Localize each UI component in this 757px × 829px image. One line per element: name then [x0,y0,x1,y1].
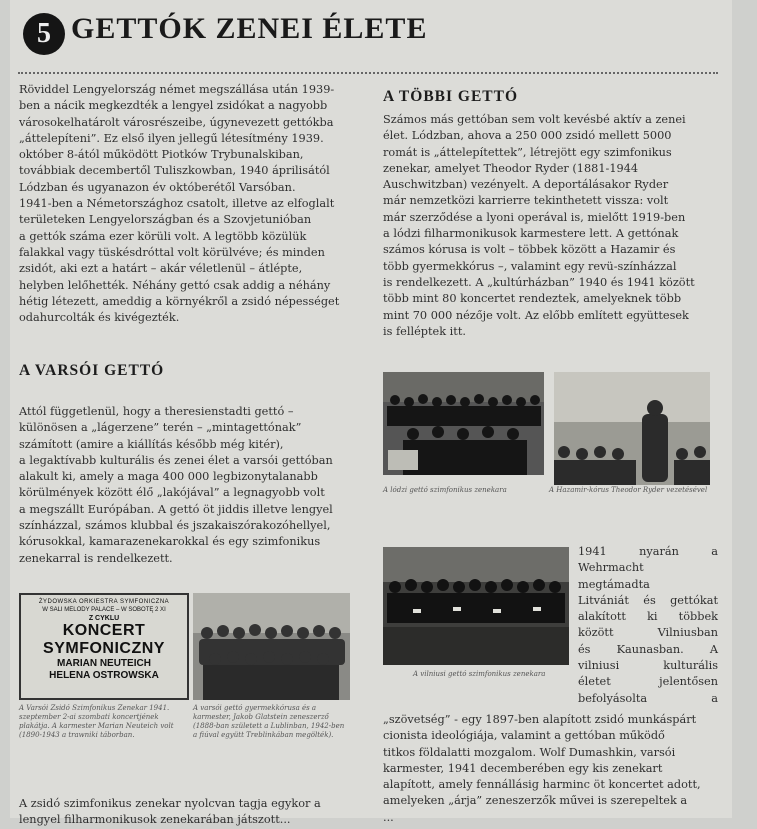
hazamir-choir-photo [554,372,710,485]
warsaw-paragraph: Attól függetlenül, hogy a theresienstadti gettó – különösen a „lágerzene” terén – „mintagettónak” számított (amire a kiállítás később még kitér), a legaktívabb kulturális és zenei élet a varsói gettóban alakult ki, amely a maga 400 000 legbizonytalanabb körülmények között élő „lakójával” a legnagyobb volt a megszállt Európában. A gettó öt jiddis illetve lengyel színházzal, számos klubbal és jszakaiszórakozóhellyel, kórusokkal, kamarazenekarokkal és egy szimfonikus zenekarral is rendelkezett. [19,405,333,565]
intro-paragraph: Röviddel Lengyelország német megszállása után 1939- ben a nácik megkezdték a lengyel zsidókat a nagyobb városokelhatárolt városrészeibe, úgynevezett gettókba „áttelepíteni”. Ez első ilyen jellegű létesítmény 1939. október 8-ától működött Piotków Trybunalskiban, továbbiak decembertől Tuliszkowban, 1940 áprilisától Lódzban és ugyanazon év októberétől Varsóban. 1941-ben a Németországhoz csatolt, illetve az elfoglalt területeken Lengyelországban és a Szovjetunióban a gettók száma ezer körüli volt. A legtöbb közülük falakkal vagy tüskésdróttal volt körülvéve; és minden zsidót, aki ezt a határt – akár véletlenül – átlépte, helyben lelőhették. Néhány gettó csak addig a néhány hétig létezett, ameddig a környékről a zsidó népességet odahurcolták és kivégezték. [19,83,340,325]
vilnius-side-text: 1941 nyarán a Wehrmacht megtámadta Litvániát és gettókat alakított ki többek között Vilniusban és Kaunasban. A vilniusi kulturális életet jelentősen befolyásolta a [578,545,718,705]
other-ghettos-paragraph: Számos más gettóban sem volt kevésbé aktív a zenei élet. Lódzban, ahova a 250 000 zsidó mellett 5000 romát is „áttelepítettek”, létrejött egy szimfonikus zenekar, amelyet Theodor Ryder (1881-1944 Auschwitzban) vezényelt. A deportálásakor Ryder már nemzetközi karrierre tekinthetett vissza: volt már szerződése a lyoni operával is, mielőtt 1919-ben a lódzi filharmonikusok karmestere lett. A gettónak számos kórusa is volt – többek között a Hazamir és több gyermekkórus –, valamint egy revü-színházzal is rendelkezett. A „kultúrházban” 1940 és 1941 között több mint 80 koncertet rendeztek, amelyeknek több mint 70 000 nézője volt. Az előbb említett együttesek is felléptek itt. [383,113,695,338]
section-number-badge: 5 [23,13,65,55]
other-ghettos-heading: A TÖBBI GETTÓ [383,88,519,105]
header-divider [18,72,718,74]
page-title: GETTÓK ZENEI ÉLETE [71,12,428,45]
childrens-choir-photo [193,593,350,700]
vilnius-photo-caption: A vilniusi gettó szimfonikus zenekara [413,670,546,678]
orchestra-paragraph: A zsidó szimfonikus zenekar nyolcvan tagja egykor a lengyel filharmonikusok zenekarában játszott... [19,797,321,827]
lodz-orchestra-photo [383,372,544,475]
lodz-photo-caption: A lódzi gettó szimfonikus zenekara [383,486,507,494]
vilnius-orchestra-photo [383,547,569,665]
warsaw-ghetto-heading: A VARSÓI GETTÓ [19,362,165,379]
hazamir-photo-caption: A Hazamir-kórus Theodor Ryder vezetésével [549,486,708,494]
concert-poster-photo: ŻYDOWSKA ORKIESTRA SYMFONICZNA W SALI MELODY PALACE – W SOBOTĘ 2 XI Z CYKLU KONCERT SYMFONICZNY MARIAN NEUTEICH HELENA OSTROWSKA [19,593,189,700]
poster-caption: A Varsói Zsidó Szimfonikus Zenekar 1941. szeptember 2-ai szombati koncertjének plakátja. A karmester Marian Neuteich volt (1890-1943 a trawniki táborban. [19,704,174,739]
vilnius-bottom-text: „szövetség” - egy 1897-ben alapított zsidó munkáspárt cionista ideológiája, valamint a gettóban működő titkos földalatti mozgalom. Wolf Dumashkin, varsói karmester, 1941 decemberében egy kis zenekart alapított, amely fennállásig harminc öt koncertet adott, amelyeken „árja” zeneszerzők művei is szerepeltek a ... [383,713,701,824]
choir-caption: A varsói gettó gyermekkórusa és a karmester, Jakob Glatstein zeneszerző (1888-ban született a Lublinban, 1942-ben a fiúval együtt Treblinkában megölték). [193,704,345,739]
